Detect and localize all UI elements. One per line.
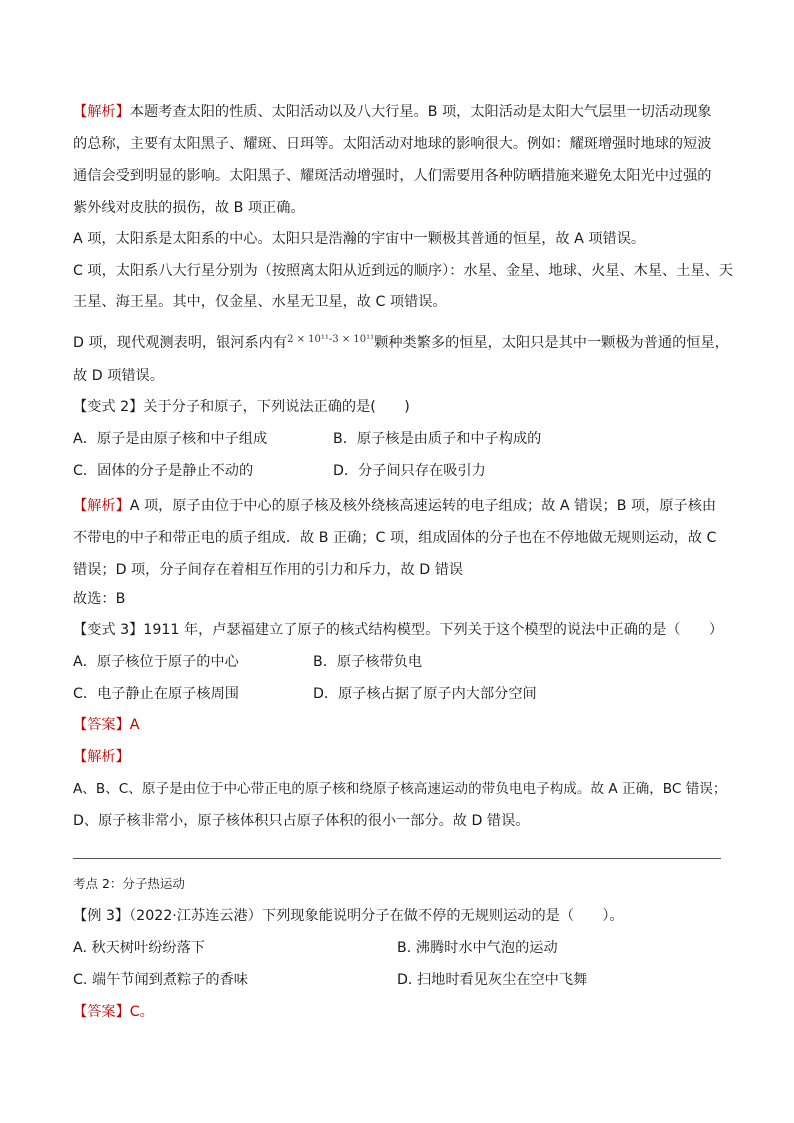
question-3-option-b: B．原子核带负电	[313, 654, 423, 670]
question-3-option-a: A．原子核位于原子的中心	[73, 654, 239, 670]
example-3-answer	[73, 1002, 154, 1022]
question-2-option-c: C．固体的分子是静止不动的	[73, 463, 254, 479]
question-3-analysis-tag: 【解析】	[73, 749, 130, 765]
analysis-text: A 项，原子由位于中心的原子核及核外绕核高速运转的电子组成；故 A 错误；B 项，原子核由不带电的中子和带正电的质子组成．故 B 正确；C 项，组成固体的分子也在不停地做无规则运动，故 C 错误；D 项，分子间存在着相互作用的引力和斥力，故 D 错误	[73, 498, 717, 578]
example-3-option-a: A. 秋天树叶纷纷落下	[73, 940, 205, 956]
question-2-option-b: B．原子核是由质子和中子构成的	[333, 431, 542, 447]
answer-tag: 【答案】	[73, 717, 130, 733]
question-2-analysis	[73, 490, 723, 586]
answer-value: A	[129, 717, 140, 733]
example-3-option-d: D. 扫地时看见灰尘在空中飞舞	[397, 972, 588, 988]
question-2-choice: 故选：B	[73, 591, 126, 607]
question-3-analysis-line2: D、原子核非常小，原子核体积只占原子体积的很小一部分。故 D 错误。	[73, 813, 530, 829]
question-2-option-a: A．原子是由原子核和中子组成	[73, 431, 268, 447]
question-3-option-d: D．原子核占据了原子内大部分空间	[313, 686, 537, 702]
section-title: 考点 2：分子热运动	[73, 876, 185, 891]
question-3-title: 【变式 3】1911 年，卢瑟福建立了原子的核式结构模型。下列关于这个模型的说法中正确的是（ ）	[73, 622, 724, 638]
section-divider	[73, 858, 721, 859]
example-3-option-b: B. 沸腾时水中气泡的运动	[397, 940, 558, 956]
analysis-tag: 【解析】	[73, 104, 130, 120]
question-2-title: 【变式 2】关于分子和原子，下列说法正确的是( )	[73, 399, 410, 415]
example-3-title: 【例 3】（2022·江苏连云港）下列现象能说明分子在做不停的无规则运动的是（ ）。	[73, 908, 624, 924]
question-3-answer	[73, 715, 139, 735]
question-3-analysis-line1: A、B、C、原子是由位于中心带正电的原子核和绕原子核高速运动的带负电电子构成。故 A 正确，BC 错误；	[73, 781, 727, 797]
option-d-analysis-line2: 故 D 项错误。	[73, 368, 164, 384]
example-3-option-c: C. 端午节闻到煮粽子的香味	[73, 972, 248, 988]
option-d-analysis-line1	[73, 330, 729, 353]
option-a-analysis: A 项，太阳系是太阳系的中心。太阳只是浩瀚的宇宙中一颗极其普通的恒星，故 A 项错误。	[73, 231, 646, 247]
analysis-paragraph-1	[73, 96, 723, 224]
option-d-text-post: 颗种类繁多的恒星，太阳只是其中一颗极为普通的恒星，	[374, 335, 729, 351]
analysis-text: 本题考查太阳的性质、太阳活动以及八大行星。B 项，太阳活动是太阳大气层里一切活动现象的总称，主要有太阳黑子、耀斑、日珥等。太阳活动对地球的影响很大。例如：耀斑增强时地球的短波通信会受到明显的影响。太阳黑子、耀斑活动增强时，人们需要用各种防晒措施来避免太阳光中过强的紫外线对皮肤的损伤，故 B 项正确。	[73, 104, 712, 216]
option-c-analysis-line1: C 项，太阳系八大行星分别为（按照离太阳从近到远的顺序）：水星、金星、地球、火星、木星、土星、天	[73, 263, 733, 279]
option-c-analysis-line2: 王星、海王星。其中，仅金星、水星无卫星，故 C 项错误。	[73, 294, 447, 310]
option-d-text-pre: D 项，现代观测表明，银河系内有	[73, 335, 288, 351]
analysis-tag: 【解析】	[73, 498, 130, 514]
question-2-option-d: D．分子间只存在吸引力	[333, 463, 486, 479]
answer-tag: 【答案】	[73, 1004, 130, 1020]
star-count-formula: 2 × 10¹¹-3 × 10¹¹	[287, 334, 375, 345]
question-3-option-c: C．电子静止在原子核周围	[73, 686, 239, 702]
answer-value: C。	[129, 1004, 154, 1020]
